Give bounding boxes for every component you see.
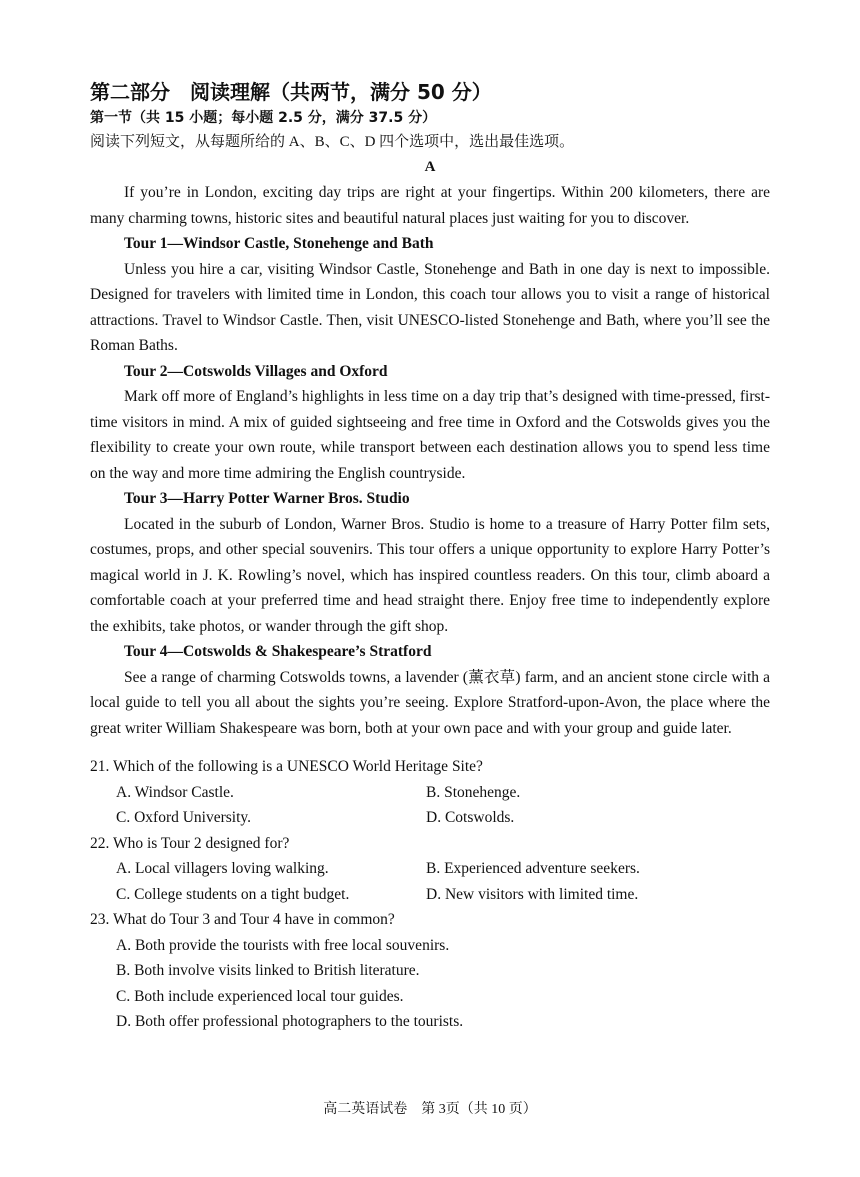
section-title: 第一节（共 15 小题；每小题 2.5 分，满分 37.5 分） xyxy=(90,110,437,126)
tour-3-heading: Tour 3—Harry Potter Warner Bros. Studio xyxy=(124,490,410,507)
question-22 xyxy=(90,831,770,908)
passage-intro: If you’re in London, exciting day trips are right at your fingertips. Within 200 kilometers, there are many charming towns, historic sites and beautiful natural places just waiting for you to discover. xyxy=(90,184,770,227)
instructions: 阅读下列短文，从每题所给的 A、B、C、D 四个选项中，选出最佳选项。 xyxy=(90,134,575,150)
page-footer: 高二英语试卷 第 3页（共 10 页） xyxy=(323,1102,537,1117)
option-b: B. Stonehenge. xyxy=(426,783,521,801)
option-b: B. Both involve visits linked to British literature. xyxy=(116,962,420,979)
page-content xyxy=(90,78,770,1035)
option-c: C. Oxford University. xyxy=(116,809,252,826)
option-c: C. Both include experienced local tour guides. xyxy=(116,987,404,1005)
question-stem: 22. Who is Tour 2 designed for? xyxy=(90,834,290,852)
option-a: A. Windsor Castle. xyxy=(116,783,234,801)
option-a: A. Local villagers loving walking. xyxy=(116,860,329,877)
option-d: D. Both offer professional photographers to the tourists. xyxy=(116,1013,464,1030)
tour-1-body: Unless you hire a car, visiting Windsor Castle, Stonehenge and Bath in one day is next to impossible. Designed for travelers with limited time in London, this coach tour allows you to visit a range of historical attractions. Travel to Windsor Castle. Then, visit UNESCO-listed Stonehenge and Bath, where you’ll see the Roman Baths. xyxy=(90,260,770,354)
tour-4-body: See a range of charming Cotswolds towns, a lavender (薰衣草) farm, and an ancient stone circle with a local guide to tell you all about the sights you’re seeing. Explore Stratford-upon-Avon, the place where the great writer William Shakespeare was born, both at your own pace and with your group and guide later. xyxy=(90,668,770,737)
reading-passage xyxy=(90,155,770,741)
tour-2-heading: Tour 2—Cotswolds Villages and Oxford xyxy=(124,362,388,380)
option-grid xyxy=(90,780,770,831)
passage-label: A xyxy=(424,159,436,175)
question-23 xyxy=(90,907,770,1035)
part-title: 第二部分 阅读理解（共两节，满分 50 分） xyxy=(90,80,492,104)
option-d: D. Cotswolds. xyxy=(426,809,515,826)
question-stem: 23. What do Tour 3 and Tour 4 have in common? xyxy=(90,911,395,928)
question-stem: 21. Which of the following is a UNESCO World Heritage Site? xyxy=(90,758,483,775)
tour-1-heading: Tour 1—Windsor Castle, Stonehenge and Bath xyxy=(124,235,434,252)
tour-4-heading: Tour 4—Cotswolds & Shakespeare’s Stratford xyxy=(124,643,432,660)
option-grid xyxy=(90,856,770,907)
option-list xyxy=(90,933,770,1035)
option-b: B. Experienced adventure seekers. xyxy=(426,860,640,877)
option-a: A. Both provide the tourists with free local souvenirs. xyxy=(116,936,450,954)
question-21 xyxy=(90,754,770,831)
tour-3-body: Located in the suburb of London, Warner Bros. Studio is home to a treasure of Harry Potter film sets, costumes, props, and other special souvenirs. This tour offers a unique opportunity to explore Harry Potter’s magical world in J. K. Rowling’s novel, which has inspired countless readers. On this tour, climb aboard a comfortable coach at your preferred time and head straight there. Enjoy free time to independently explore the exhibits, take photos, or wander through the gift shop. xyxy=(90,515,770,635)
tour-2-body: Mark off more of England’s highlights in less time on a day trip that’s designed with time-pressed, first-time visitors in mind. A mix of guided sightseeing and free time in Oxford and the Cotswolds gives you the flexibility to create your own route, while transport between each destination allows you to spend less time on the way and more time admiring the English countryside. xyxy=(90,388,770,482)
question-list xyxy=(90,754,770,1035)
option-d: D. New visitors with limited time. xyxy=(426,885,639,903)
option-c: C. College students on a tight budget. xyxy=(116,885,350,903)
